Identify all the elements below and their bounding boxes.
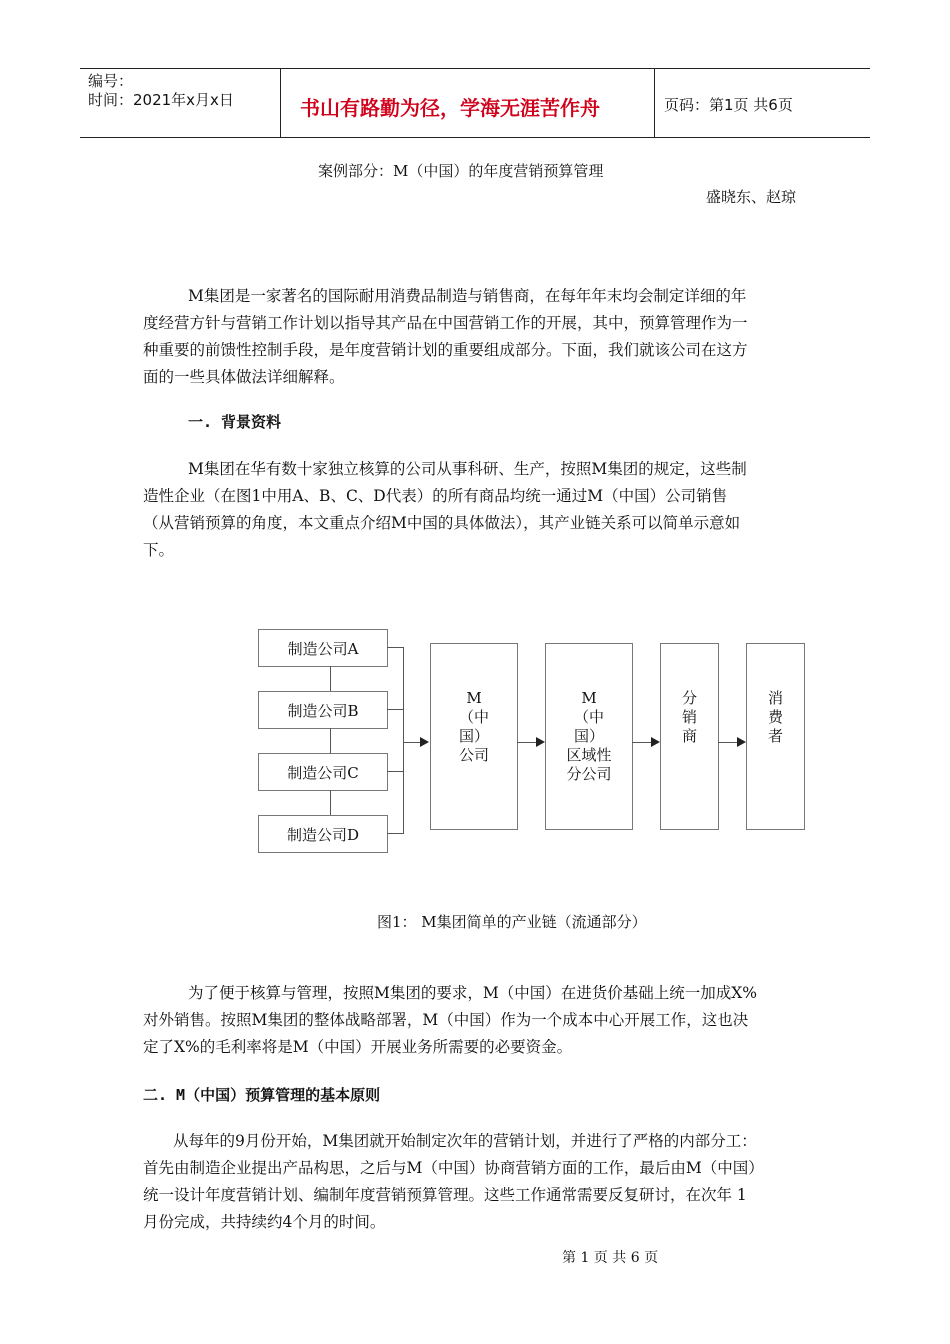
manufacturer-label: 制造公司B <box>287 701 359 720</box>
connector-line <box>330 790 331 815</box>
connector-line <box>387 709 403 710</box>
section2-line: 从每年的9月份开始，M集团就开始制定次年的营销计划，并进行了严格的内部分工： <box>173 1132 757 1150</box>
box-text: 销 <box>681 708 697 726</box>
section1-line: （从营销预算的角度，本文重点介绍M中国的具体做法），其产业链关系可以简单示意如 <box>143 514 741 532</box>
intro-line: M集团是一家著名的国际耐用消费品制造与销售商，在每年年末均会制定详细的年 <box>188 287 747 305</box>
box-text: 区域性 <box>566 746 612 764</box>
intro-line: 度经营方针与营销工作计划以指导其产品在中国营销工作的开展，其中，预算管理作为一 <box>143 314 748 332</box>
arrow-line <box>632 742 651 743</box>
connector-line <box>330 728 331 753</box>
section2-line: 首先由制造企业提出产品构思，之后与M（中国）协商营销方面的工作，最后由M（中国） <box>143 1159 764 1177</box>
page-footer: 第 1 页 共 6 页 <box>562 1250 659 1266</box>
para2-line: 定了X%的毛利率将是M（中国）开展业务所需要的必要资金。 <box>143 1038 573 1056</box>
box-text: 消 <box>767 689 783 707</box>
regional-branch-box <box>545 643 633 830</box>
box-text: 国） <box>573 727 604 745</box>
consumer-box <box>746 643 805 830</box>
distributor-box <box>660 643 719 830</box>
manufacturer-label: 制造公司A <box>287 639 359 658</box>
box-text: M <box>581 689 597 707</box>
manufacturer-b-box <box>258 691 388 729</box>
section2-paragraph <box>143 1128 823 1236</box>
section1-paragraph <box>143 456 823 564</box>
section1-heading: 一. 背景资料 <box>188 413 282 431</box>
box-text: 者 <box>767 727 783 745</box>
manufacturer-label: 制造公司C <box>287 763 359 782</box>
section1-line: 下。 <box>143 541 175 559</box>
box-text: 国） <box>458 727 489 745</box>
header-divider <box>654 69 655 137</box>
box-text: 分 <box>681 689 697 707</box>
box-text: （中 <box>458 708 489 726</box>
manufacturer-d-box <box>258 815 388 853</box>
section2-line: 统一设计年度营销计划、编制年度营销预算管理。这些工作通常需要反复研讨，在次年 1 <box>143 1186 747 1204</box>
manufacturer-label: 制造公司D <box>286 825 360 844</box>
figure-caption: 图1： M集团简单的产业链（流通部分） <box>377 913 647 931</box>
box-text: 费 <box>767 708 783 726</box>
manufacturer-a-box <box>258 629 388 667</box>
connector-line <box>387 833 403 834</box>
section1-line: M集团在华有数十家独立核算的公司从事科研、生产，按照M集团的规定，这些制 <box>188 460 747 478</box>
time-label: 时间：2021年x月x日 <box>88 91 234 109</box>
intro-line: 面的一些具体做法详细解释。 <box>143 368 345 386</box>
section2-heading: 二. M（中国）预算管理的基本原则 <box>143 1086 381 1104</box>
arrow-head <box>737 737 746 747</box>
arrow-line <box>517 742 536 743</box>
arrow-line <box>718 742 737 743</box>
box-text: M <box>466 689 482 707</box>
manufacturer-c-box <box>258 753 388 791</box>
arrow-head <box>420 737 429 747</box>
intro-line: 种重要的前馈性控制手段，是年度营销计划的重要组成部分。下面，我们就该公司在这方 <box>143 341 748 359</box>
connector-line <box>387 771 403 772</box>
box-text: 公司 <box>458 746 489 764</box>
box-text: 分公司 <box>566 765 612 783</box>
arrow-head <box>536 737 545 747</box>
para2-line: 为了便于核算与管理，按照M集团的要求，M（中国）在进货价基础上统一加成X% <box>188 984 758 1002</box>
box-text: （中 <box>573 708 604 726</box>
authors: 盛晓东、赵琼 <box>706 188 797 206</box>
page-info: 页码：第1页 共6页 <box>664 96 793 114</box>
header-divider <box>280 69 281 137</box>
connector-line <box>330 666 331 691</box>
para2-line: 对外销售。按照M集团的整体战略部署，M（中国）作为一个成本中心开展工作，这也决 <box>143 1011 749 1029</box>
arrow-head <box>651 737 660 747</box>
box-text: 商 <box>681 727 697 745</box>
connector-line <box>387 647 403 648</box>
bracket-line <box>403 647 404 834</box>
section2-line: 月份完成，共持续约4个月的时间。 <box>143 1213 386 1231</box>
serial-label: 编号： <box>88 72 134 90</box>
motto: 书山有路勤为径，学海无涯苦作舟 <box>300 96 600 120</box>
document-title: 案例部分：M（中国）的年度营销预算管理 <box>318 162 604 180</box>
section1-line: 造性企业（在图1中用A、B、C、D代表）的所有商品均统一通过M（中国）公司销售 <box>143 487 728 505</box>
intro-paragraph <box>143 283 823 391</box>
cost-center-paragraph <box>143 980 823 1061</box>
arrow-line <box>403 742 420 743</box>
m-china-company-box <box>430 643 518 830</box>
